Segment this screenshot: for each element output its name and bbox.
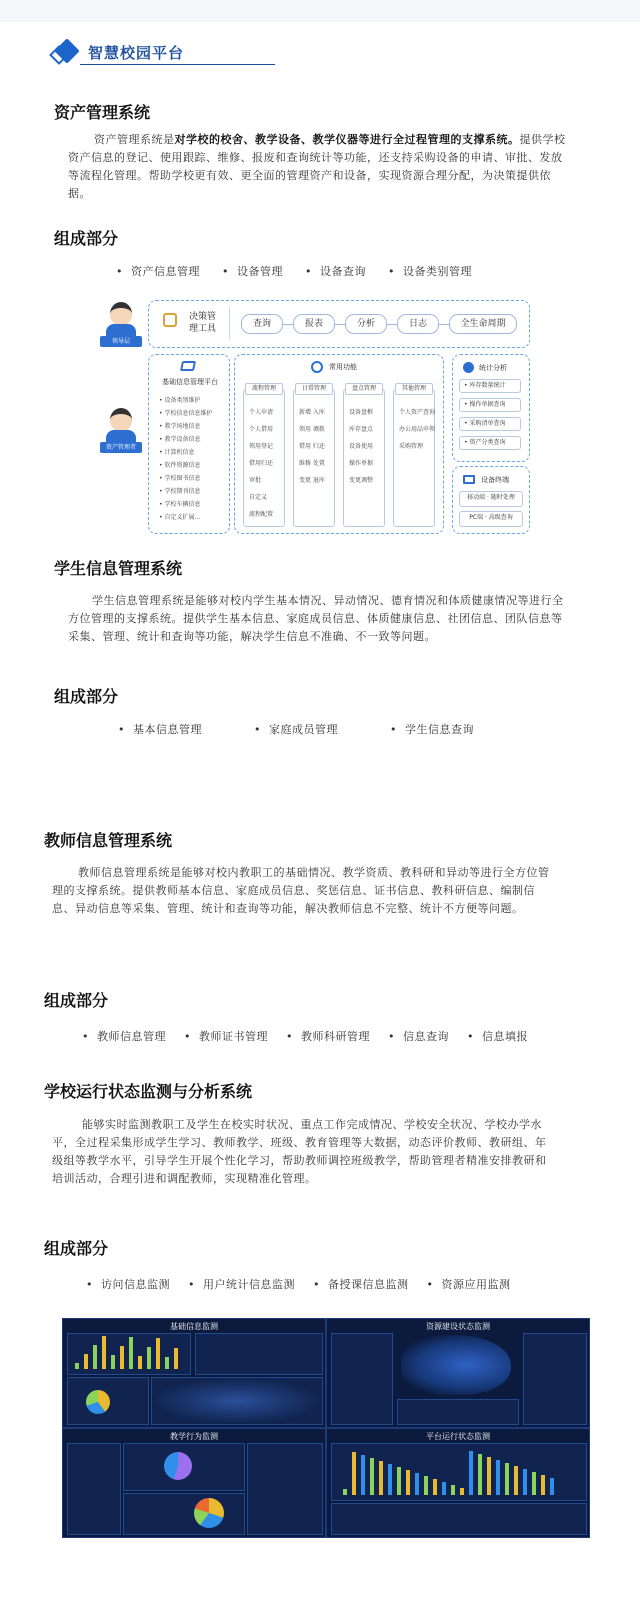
platform-item: • 设备类别维护 bbox=[159, 397, 201, 404]
decorative-bar bbox=[379, 1461, 383, 1495]
decorative-bar bbox=[111, 1355, 115, 1369]
asset-architecture-diagram bbox=[100, 298, 540, 536]
decorative-bar bbox=[415, 1473, 419, 1495]
asset-components-title: 组成部分 bbox=[54, 229, 119, 248]
common-label: 常用功能 bbox=[329, 363, 357, 371]
component-item: • 家庭成员管理 bbox=[254, 721, 338, 737]
admin-avatar bbox=[102, 408, 140, 454]
log-pill: 日志 bbox=[397, 314, 439, 334]
pie-chart bbox=[194, 1498, 224, 1528]
component-item: • 备授课信息监测 bbox=[313, 1276, 409, 1292]
dashboard-base-info bbox=[62, 1318, 326, 1428]
common-functions-box bbox=[234, 354, 444, 534]
decorative-bar bbox=[523, 1469, 527, 1495]
function-item: 流程配置 bbox=[249, 511, 274, 518]
platform-item: • 学校信息信息维护 bbox=[159, 410, 213, 417]
stats-item: • 采购清单查询 bbox=[459, 417, 521, 431]
decorative-bar bbox=[138, 1356, 142, 1369]
map-shape bbox=[401, 1335, 511, 1395]
function-item: 变更调整 bbox=[349, 477, 374, 484]
decorative-bar bbox=[451, 1485, 455, 1495]
terminal-item-pc: PC端 · 高级查询 bbox=[459, 511, 523, 527]
decorative-bar bbox=[174, 1348, 178, 1369]
dashboard-resource bbox=[326, 1318, 590, 1428]
student-title: 学生信息管理系统 bbox=[54, 559, 183, 578]
component-item: • 学生信息查询 bbox=[390, 721, 474, 737]
function-item: 借用归还 bbox=[249, 460, 274, 467]
component-item: • 教师信息管理 bbox=[82, 1028, 166, 1044]
platform-logo bbox=[50, 40, 225, 66]
decorative-bar bbox=[424, 1476, 428, 1495]
teacher-description: 教师信息管理系统是能够对校内教职工的基础情况、教学资质、教科研和异动等进行全方位管理的支撑系统。提供教师基本信息、家庭成员信息、奖惩信息、证书信息、教科研信息、编制信息、异动信息等采集、管理、统计和查询等功能，解决教师信息不完整、统计不方便等问题。 bbox=[52, 866, 550, 915]
dashboard-title: 教学行为监测 bbox=[170, 1432, 218, 1441]
platform-title: 智慧校园平台 bbox=[88, 44, 185, 62]
monitor-description: 能够实时监测教职工及学生在校实时状况、重点工作完成情况、学校安全状况、学校办学水平，全过程采集形成学生学习、教师教学、班级、教育管理等大数据，动态评价教师、教研组、年级组等教学水平，引导学生开展个性化学习，帮助教师调控班级教学，帮助管理者精准安排教研和培训活动，合理引进和调配教师，实现精准化管理。 bbox=[52, 1118, 547, 1185]
lifecycle-pill: 全生命周期 bbox=[449, 314, 517, 334]
decorative-bar bbox=[84, 1354, 88, 1369]
decorative-bar bbox=[397, 1467, 401, 1495]
component-item: • 用户统计信息监测 bbox=[188, 1276, 295, 1292]
component-item: • 访问信息监测 bbox=[86, 1276, 170, 1292]
function-item: 个人申请 bbox=[249, 409, 274, 416]
function-item: 采购管理 bbox=[399, 443, 424, 450]
component-item: • 信息填报 bbox=[467, 1028, 528, 1044]
function-item: 设备使用 bbox=[349, 443, 374, 450]
decorative-bar bbox=[120, 1346, 124, 1369]
function-item: 审批 bbox=[249, 477, 262, 484]
platform-item: • 计算机信息 bbox=[159, 449, 195, 456]
monitor-components-title: 组成部分 bbox=[44, 1239, 109, 1258]
platform-item: • 教学设备信息 bbox=[159, 436, 201, 443]
decorative-bar bbox=[496, 1460, 500, 1495]
platform-item: • 学校图书信息 bbox=[159, 475, 201, 482]
decorative-bar bbox=[514, 1466, 518, 1495]
asset-intro: 资产管理系统是 bbox=[94, 133, 175, 146]
function-item: 维修 处置 bbox=[299, 460, 325, 467]
teacher-title: 教师信息管理系统 bbox=[44, 831, 173, 850]
clover-icon bbox=[311, 361, 323, 373]
decorative-bar bbox=[352, 1452, 356, 1495]
stats-item: • 操作单据查询 bbox=[459, 398, 521, 412]
decorative-bar bbox=[93, 1345, 97, 1369]
pie-icon bbox=[463, 362, 474, 373]
function-column-head: 日常管理 bbox=[295, 383, 333, 395]
function-column-head: 盘点管理 bbox=[345, 383, 383, 395]
student-components-title: 组成部分 bbox=[54, 687, 119, 706]
platform-label: 基础信息管理平台 bbox=[162, 378, 218, 386]
asset-body: 提供学校资产信息的登记、使用跟踪、维修、报废和查询统计等功能，还支持采购设备的申请、审批、发放等流程化管理。帮助学校更有效、更全面的管理资产和设备，实现资源合理分配，为决策提供依据。 bbox=[68, 133, 566, 200]
decorative-bar bbox=[370, 1458, 374, 1495]
analysis-pill: 分析 bbox=[345, 314, 387, 334]
decorative-bar bbox=[75, 1363, 79, 1369]
decision-box bbox=[148, 300, 530, 348]
function-item: 库存盘点 bbox=[349, 426, 374, 433]
decorative-bar bbox=[156, 1338, 160, 1369]
decorative-bar bbox=[343, 1489, 347, 1495]
pie-chart bbox=[86, 1390, 110, 1414]
top-band bbox=[0, 0, 640, 22]
decorative-bar bbox=[478, 1454, 482, 1495]
stats-box bbox=[452, 354, 530, 462]
decorative-bar bbox=[406, 1470, 410, 1495]
function-item: 变更 退库 bbox=[299, 477, 325, 484]
function-item: 领用登记 bbox=[249, 443, 274, 450]
stats-label: 统计分析 bbox=[479, 364, 507, 372]
asset-title: 资产管理系统 bbox=[54, 103, 151, 122]
decorative-bar bbox=[147, 1347, 151, 1369]
component-item: • 教师证书管理 bbox=[184, 1028, 268, 1044]
platform-item: • 软件资源信息 bbox=[159, 462, 201, 469]
stats-item: • 资产分类查询 bbox=[459, 436, 521, 450]
platform-item: • 教学场地信息 bbox=[159, 423, 201, 430]
terminal-label: 设备终端 bbox=[481, 476, 509, 484]
monitor-icon bbox=[463, 475, 475, 484]
asset-intro-bold: 对学校的校舍、教学设备、教学仪器等进行全过程管理的支撑系统。 bbox=[174, 133, 520, 146]
decorative-bar bbox=[541, 1475, 545, 1495]
function-item: 个人资产查询 bbox=[399, 409, 436, 416]
teacher-components bbox=[82, 1028, 528, 1044]
decorative-bar bbox=[102, 1336, 106, 1369]
component-item: • 资源应用监测 bbox=[427, 1276, 511, 1292]
function-item: 操作单据 bbox=[349, 460, 374, 467]
component-item: • 设备查询 bbox=[305, 263, 366, 279]
terminal-box bbox=[452, 466, 530, 534]
student-description: 学生信息管理系统是能够对校内学生基本情况、异动情况、德育情况和体质健康情况等进行全方位管理的支撑系统。提供学生基本信息、家庭成员信息、体质健康信息、社团信息、团队信息等采集、管理、统计和查询等功能，解决学生信息不准确、不一致等问题。 bbox=[68, 594, 564, 643]
decision-tool-label: 决策管理工具 bbox=[189, 312, 217, 334]
platform-item: • 学校车辆信息 bbox=[159, 501, 201, 508]
report-pill: 报表 bbox=[293, 314, 335, 334]
asset-components bbox=[116, 263, 472, 279]
function-item: 借用 归还 bbox=[299, 443, 325, 450]
function-item: 新增 入库 bbox=[299, 409, 325, 416]
asset-description bbox=[68, 131, 568, 203]
stats-item: • 库存数量统计 bbox=[459, 379, 521, 393]
query-pill: 查询 bbox=[241, 314, 283, 334]
decorative-bar bbox=[442, 1482, 446, 1495]
admin-tag: 资产管理者 bbox=[100, 442, 142, 453]
signpost-icon bbox=[163, 313, 177, 327]
dashboard-platform bbox=[326, 1428, 590, 1538]
decorative-bar bbox=[129, 1337, 133, 1369]
function-item: 自定义 bbox=[249, 494, 268, 501]
component-item: • 信息查询 bbox=[388, 1028, 449, 1044]
function-item: 办公用品申领 bbox=[399, 426, 436, 433]
function-item: 个人借用 bbox=[249, 426, 274, 433]
base-platform-box bbox=[148, 354, 230, 534]
decorative-bar bbox=[433, 1479, 437, 1495]
decorative-bar bbox=[505, 1463, 509, 1495]
component-item: • 资产信息管理 bbox=[116, 263, 200, 279]
function-column-head: 其他管理 bbox=[395, 383, 433, 395]
component-item: • 基本信息管理 bbox=[118, 721, 202, 737]
decorative-bar bbox=[361, 1455, 365, 1495]
decorative-bar bbox=[388, 1464, 392, 1495]
decorative-bar bbox=[532, 1472, 536, 1495]
leader-avatar bbox=[102, 302, 140, 348]
dashboard-title: 平台运行状态监测 bbox=[426, 1432, 490, 1441]
decorative-bar bbox=[469, 1451, 473, 1495]
dashboard-title: 基础信息监测 bbox=[170, 1322, 218, 1331]
donut-chart bbox=[164, 1452, 192, 1480]
student-components bbox=[118, 721, 474, 737]
function-item: 领用 调拨 bbox=[299, 426, 325, 433]
decorative-bar bbox=[165, 1357, 169, 1369]
component-item: • 教师科研管理 bbox=[286, 1028, 370, 1044]
dashboard-title: 资源建设状态监测 bbox=[426, 1322, 490, 1331]
component-item: • 设备管理 bbox=[222, 263, 283, 279]
component-item: • 设备类别管理 bbox=[388, 263, 472, 279]
layers-icon bbox=[180, 361, 196, 371]
monitor-title: 学校运行状态监测与分析系统 bbox=[44, 1082, 253, 1101]
function-item: 设备盘框 bbox=[349, 409, 374, 416]
title-underline bbox=[80, 64, 275, 65]
platform-item: • 学校期刊信息 bbox=[159, 488, 201, 495]
teacher-components-title: 组成部分 bbox=[44, 991, 109, 1010]
decorative-bar bbox=[550, 1478, 554, 1495]
function-column-head: 流程管理 bbox=[245, 383, 283, 395]
dashboard-teaching bbox=[62, 1428, 326, 1538]
terminal-item-mobile: 移动端 · 随时处理 bbox=[459, 491, 523, 507]
monitor-components bbox=[86, 1276, 511, 1292]
platform-item: • 自定义扩展... bbox=[159, 514, 201, 521]
decorative-bar bbox=[460, 1488, 464, 1495]
leader-tag: 领导层 bbox=[100, 336, 142, 347]
decorative-bar bbox=[487, 1457, 491, 1495]
